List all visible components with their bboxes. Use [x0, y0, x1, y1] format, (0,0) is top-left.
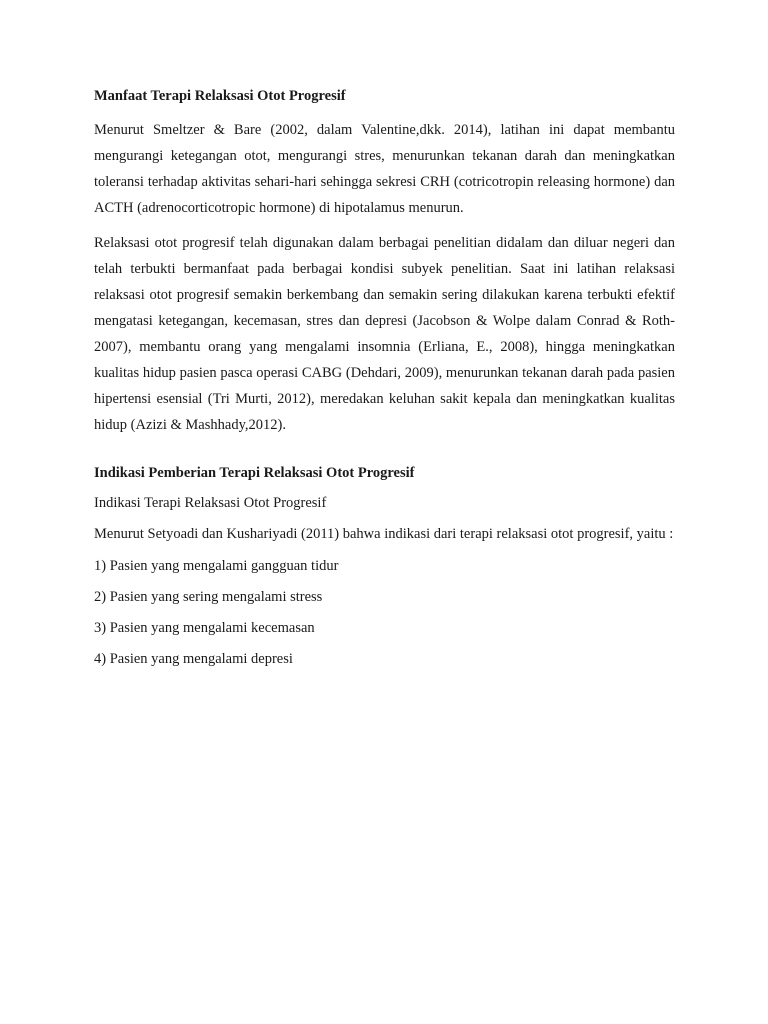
document-page: [94, 86, 675, 669]
subheading-indikasi: Indikasi Terapi Relaksasi Otot Progresif: [94, 495, 327, 511]
section-heading-manfaat: Manfaat Terapi Relaksasi Otot Progresif: [94, 88, 346, 104]
paragraph-manfaat-1: Menurut Smeltzer & Bare (2002, dalam Valentine,dkk. 2014), latihan ini dapat membantu mengurangi ketegangan otot, mengurangi stres, menurunkan tekanan darah dan meningkatkan toleransi terhadap aktivitas sehari-hari sehingga sekresi CRH (cotricotropin releasing hormone) dan ACTH (adrenocorticotropic hormone) di hipotalamus menurun.: [94, 122, 675, 216]
paragraph-manfaat-2: Relaksasi otot progresif telah digunakan dalam berbagai penelitian didalam dan diluar negeri dan telah terbukti bermanfaat pada berbagai kondisi subyek penelitian. Saat ini latihan relaksasi relaksasi otot progresif semakin berkembang dan semakin sering dilakukan karena terbukti efektif mengatasi ketegangan, kecemasan, stres dan depresi (Jacobson & Wolpe dalam Conrad & Roth- 2007), membantu orang yang mengalami insomnia (Erliana, E., 2008), hingga meningkatkan kualitas hidup pasien pasca operasi CABG (Dehdari, 2009), menurunkan tekanan darah pada pasien hipertensi esensial (Tri Murti, 2012), meredakan keluhan sakit kepala dan meningkatkan kualitas hidup (Azizi & Mashhady,2012).: [94, 235, 675, 433]
section-heading-indikasi: Indikasi Pemberian Terapi Relaksasi Otot Progresif: [94, 465, 415, 481]
list-item: 4) Pasien yang mengalami depresi: [94, 651, 293, 667]
list-item: 1) Pasien yang mengalami gangguan tidur: [94, 558, 339, 574]
list-item: 3) Pasien yang mengalami kecemasan: [94, 620, 315, 636]
indikasi-list: [94, 556, 675, 669]
list-item: 2) Pasien yang sering mengalami stress: [94, 589, 323, 605]
paragraph-indikasi-intro: Menurut Setyoadi dan Kushariyadi (2011) bahwa indikasi dari terapi relaksasi otot progresif, yaitu :: [94, 526, 674, 542]
